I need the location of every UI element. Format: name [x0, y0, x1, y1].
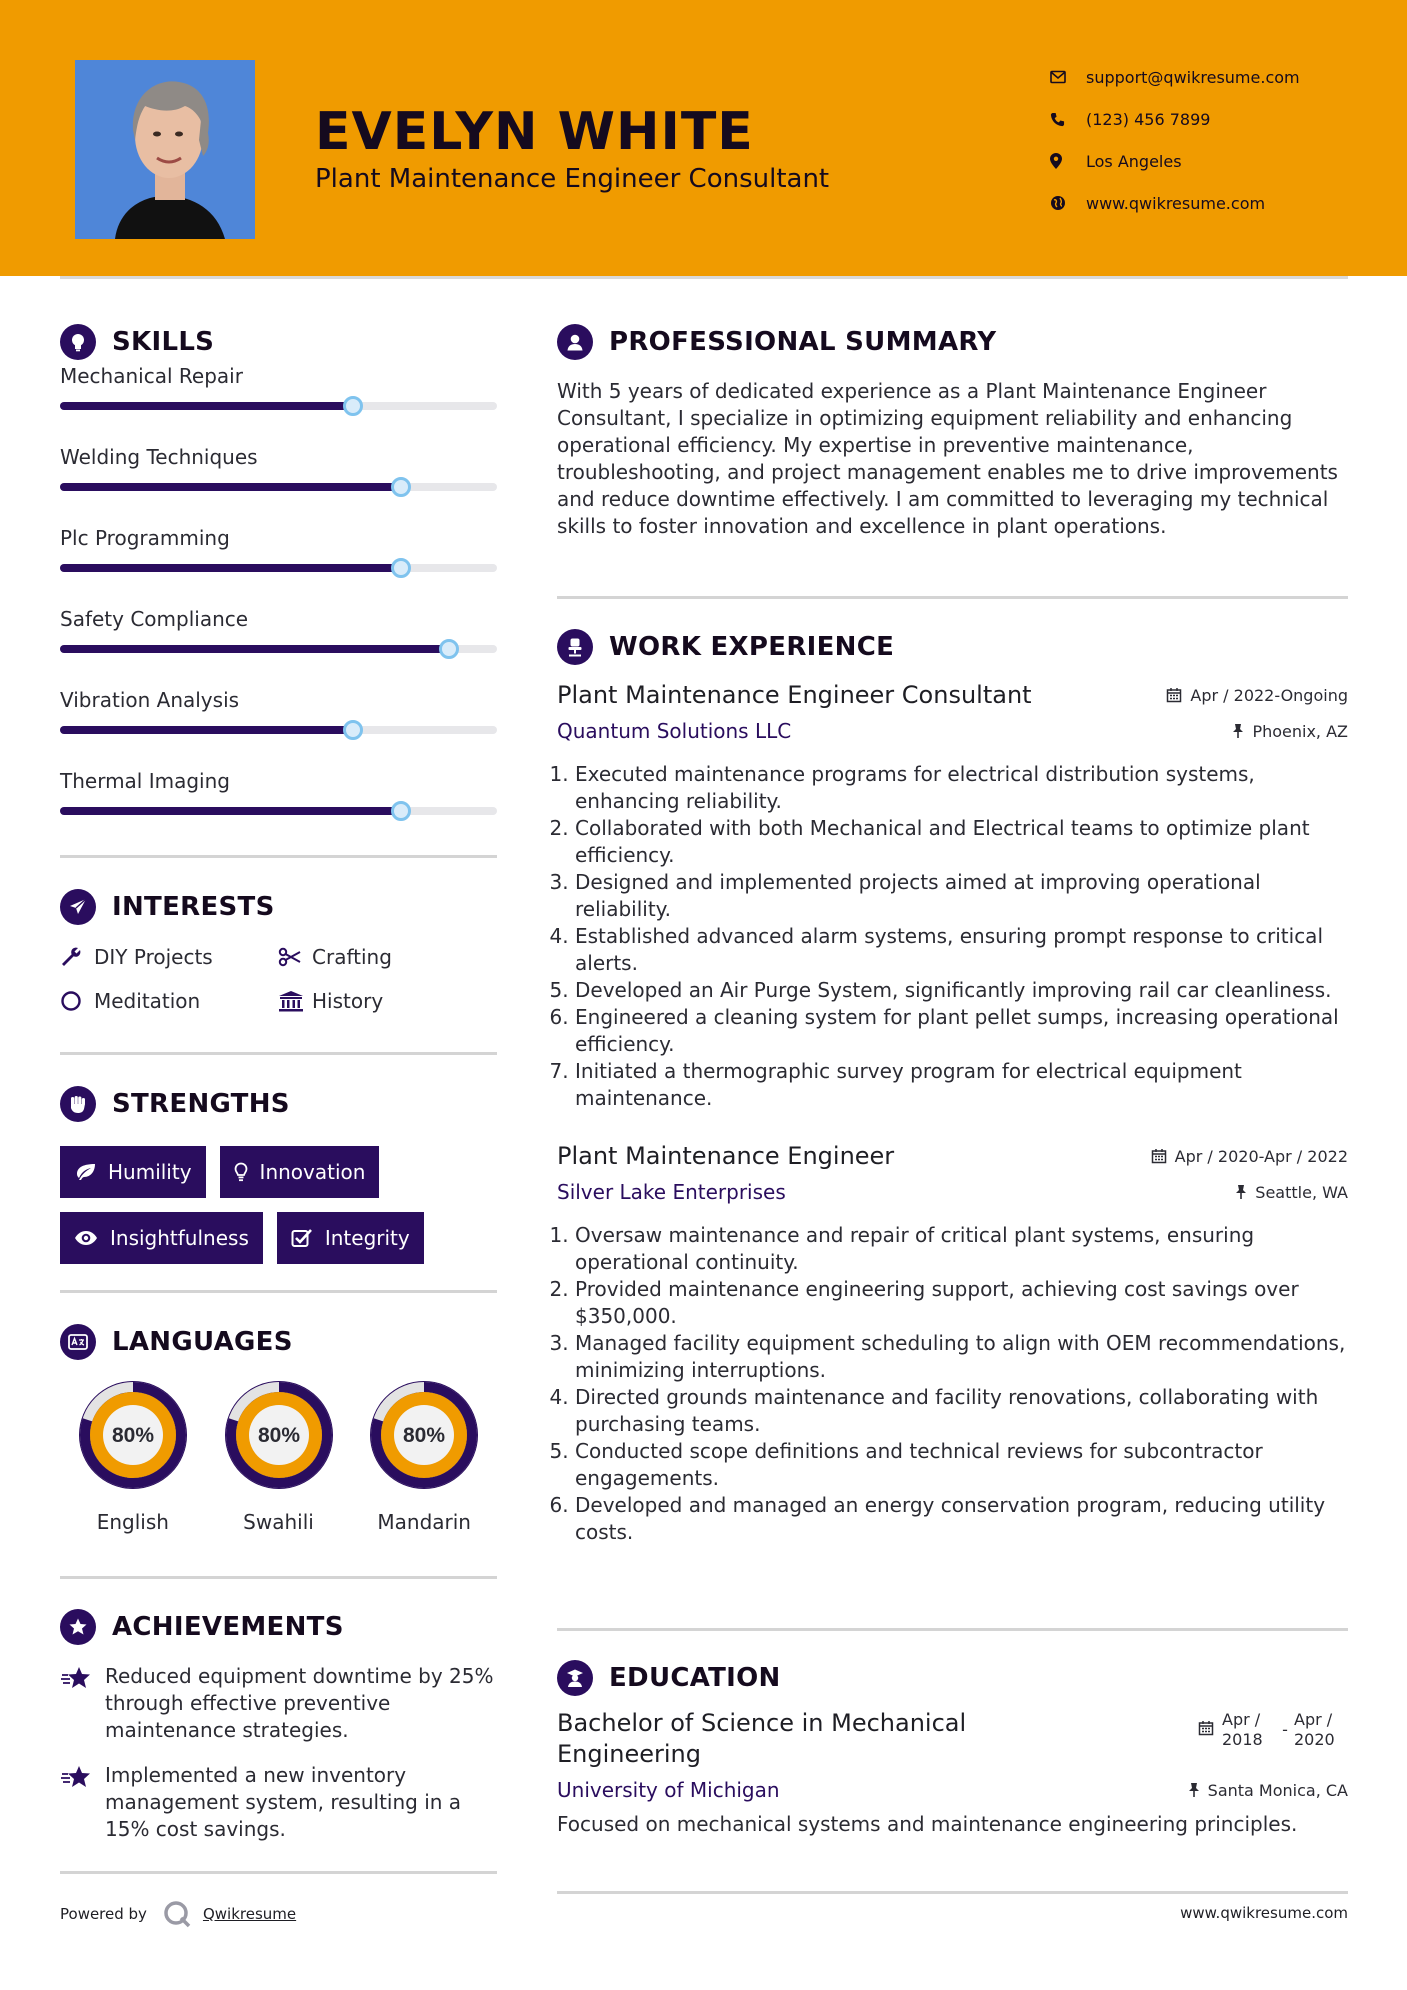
education-location-text: Santa Monica, CA — [1207, 1780, 1348, 1800]
languages-section — [60, 1324, 497, 1534]
languages-heading — [60, 1324, 497, 1360]
strengths-heading — [60, 1086, 497, 1122]
globe-icon — [1050, 195, 1086, 211]
skill-bar-handle — [343, 396, 363, 416]
languages-list — [60, 1374, 497, 1534]
languages-heading-text: LANGUAGES — [112, 1327, 293, 1357]
duty-item: 3. Designed and implemented projects aimed at improving operational reliability. — [575, 869, 1348, 923]
duty-item: 1. Executed maintenance programs for electrical distribution systems, enhancing reliability. — [575, 761, 1348, 815]
contact-phone[interactable] — [1050, 98, 1300, 140]
language-ring — [363, 1374, 485, 1496]
experience-section — [557, 629, 1348, 1546]
job-dates-text: Apr / 2022-Ongoing — [1190, 685, 1348, 705]
interests-heading-text: INTERESTS — [112, 892, 275, 922]
eye-icon — [74, 1230, 98, 1246]
skills-heading-text: SKILLS — [112, 327, 215, 357]
profile-photo — [75, 60, 255, 239]
strength-badge — [277, 1212, 424, 1264]
skill-bar-fill — [60, 564, 401, 572]
job-entry — [557, 681, 1348, 1112]
pushpin-icon — [1232, 723, 1244, 739]
skill-bar-handle — [343, 720, 363, 740]
powered-by — [60, 1900, 296, 1928]
language-name: English — [96, 1510, 169, 1534]
language-percent: 80% — [111, 1424, 154, 1447]
candidate-name: EVELYN WHITE — [315, 102, 754, 162]
skill-bar-track — [60, 807, 497, 815]
skill-name: Safety Compliance — [60, 607, 249, 631]
skill-bar-track — [60, 402, 497, 410]
skill-bar-handle — [391, 558, 411, 578]
education-heading — [557, 1660, 1348, 1696]
company-name: Quantum Solutions LLC — [557, 719, 792, 743]
lightbulb-icon — [60, 324, 96, 360]
footer-website-link[interactable]: www.qwikresume.com — [1180, 1904, 1348, 1922]
language-percent: 80% — [403, 1424, 446, 1447]
star-badge-icon — [60, 1609, 96, 1645]
language-ring — [72, 1374, 194, 1496]
skill-bar-fill — [60, 402, 353, 410]
summary-heading — [557, 324, 1348, 360]
section-divider — [60, 855, 497, 858]
job-title: Plant Maintenance Engineer Consultant — [557, 681, 1032, 709]
duty-item: 1. Oversaw maintenance and repair of critical plant systems, ensuring operational continuity. — [575, 1222, 1348, 1276]
skill-item — [60, 445, 497, 491]
language-percent: 80% — [257, 1424, 300, 1447]
duty-item: 2. Collaborated with both Mechanical and Electrical teams to optimize plant efficiency. — [575, 815, 1348, 869]
calendar-icon — [1166, 687, 1182, 703]
duty-item: 3. Managed facility equipment scheduling to align with OEM recommendations, minimizing interruptions. — [575, 1330, 1348, 1384]
language-item — [351, 1374, 497, 1534]
summary-heading-text: PROFESSIONAL SUMMARY — [609, 327, 997, 357]
skill-bar-fill — [60, 807, 401, 815]
duty-item: 4. Directed grounds maintenance and facility renovations, collaborating with purchasing teams. — [575, 1384, 1348, 1438]
mail-icon — [1050, 70, 1086, 84]
interest-label: History — [312, 989, 384, 1013]
interest-item — [60, 945, 278, 969]
contact-location — [1050, 140, 1300, 182]
skill-bar-track — [60, 645, 497, 653]
skill-item — [60, 364, 497, 410]
interest-label: Meditation — [94, 989, 201, 1013]
achievements-heading-text: ACHIEVEMENTS — [112, 1612, 344, 1642]
section-divider — [60, 1576, 497, 1579]
language-item — [206, 1374, 352, 1534]
skill-bar-handle — [391, 801, 411, 821]
language-name: Mandarin — [377, 1510, 471, 1534]
scissors-icon — [278, 947, 312, 967]
star-icon — [60, 1762, 105, 1843]
language-name: Swahili — [243, 1510, 314, 1534]
skill-name: Thermal Imaging — [60, 769, 230, 793]
job-location — [1232, 722, 1348, 741]
contact-list — [1050, 56, 1300, 224]
education-section — [557, 1660, 1348, 1836]
skill-bar-track — [60, 564, 497, 572]
language-ring — [218, 1374, 340, 1496]
summary-text: With 5 years of dedicated experience as a Plant Maintenance Engineer Consultant, I specialize in optimizing equipment reliability and enhancing operational efficiency. My expertise in preventive maintenance, troubleshooting, and project management enables me to drive improvements and reduce downtime effectively. I am committed to leveraging my technical skills to foster innovation and excellence in plant operations. — [557, 379, 1338, 538]
education-heading-text: EDUCATION — [609, 1663, 781, 1693]
education-start: Apr / 2018 — [1222, 1710, 1263, 1749]
calendar-icon — [1151, 1148, 1167, 1164]
duty-item: 6. Engineered a cleaning system for plant pellet sumps, increasing operational efficiency. — [575, 1004, 1348, 1058]
school-name: University of Michigan — [557, 1778, 780, 1802]
job-location-text: Seattle, WA — [1255, 1182, 1348, 1202]
calendar-icon — [1198, 1710, 1214, 1736]
check-square-icon — [291, 1228, 313, 1248]
section-divider — [60, 1290, 497, 1293]
contact-website[interactable] — [1050, 182, 1300, 224]
phone-icon — [1050, 112, 1086, 127]
education-date-separator: - — [1282, 1720, 1288, 1739]
interests-heading — [60, 889, 497, 925]
duty-item: 2. Provided maintenance engineering support, achieving cost savings over $350,000. — [575, 1276, 1348, 1330]
language-item — [60, 1374, 206, 1534]
contact-phone-text: (123) 456 7899 — [1086, 109, 1211, 129]
interest-item — [278, 989, 478, 1013]
candidate-title: Plant Maintenance Engineer Consultant — [315, 164, 830, 194]
job-duties — [557, 1222, 1348, 1546]
skill-name: Welding Techniques — [60, 445, 258, 469]
office-chair-icon — [557, 629, 593, 665]
interest-label: Crafting — [312, 945, 392, 969]
section-divider — [557, 1628, 1348, 1631]
degree-title: Bachelor of Science in Mechanical Engineering — [557, 1709, 967, 1768]
contact-website-text: www.qwikresume.com — [1086, 193, 1266, 213]
pushpin-icon — [1188, 1782, 1200, 1798]
powered-by-label: Powered by — [60, 1905, 147, 1923]
contact-email-text: support@qwikresume.com — [1086, 67, 1300, 87]
job-duties — [557, 761, 1348, 1112]
lightbulb-icon — [234, 1162, 248, 1182]
skill-item — [60, 607, 497, 653]
experience-heading-text: WORK EXPERIENCE — [609, 632, 895, 662]
museum-icon — [278, 990, 312, 1012]
skills-list — [60, 364, 497, 815]
strengths-section — [60, 1086, 497, 1264]
duty-item: 6. Developed and managed an energy conservation program, reducing utility costs. — [575, 1492, 1348, 1546]
job-dates-text: Apr / 2020-Apr / 2022 — [1174, 1146, 1348, 1166]
experience-heading — [557, 629, 1348, 665]
section-divider — [557, 1891, 1348, 1894]
strengths-list — [60, 1146, 480, 1264]
skills-heading — [60, 324, 497, 360]
user-icon — [557, 324, 593, 360]
interest-label: DIY Projects — [94, 945, 213, 969]
qwikresume-link[interactable]: Qwikresume — [202, 1905, 297, 1923]
contact-location-text: Los Angeles — [1086, 151, 1182, 171]
skill-item — [60, 526, 497, 572]
interests-section — [60, 889, 497, 1013]
strength-badge — [60, 1212, 263, 1264]
achievements-heading — [60, 1609, 497, 1645]
circle-icon — [60, 990, 94, 1012]
leaf-icon — [74, 1163, 96, 1181]
job-dates — [1151, 1147, 1348, 1166]
section-divider — [557, 596, 1348, 599]
graduate-icon — [557, 1660, 593, 1696]
job-dates — [1166, 686, 1348, 705]
skill-bar-fill — [60, 726, 353, 734]
strength-badge — [60, 1146, 206, 1198]
skill-bar-handle — [439, 639, 459, 659]
education-dates — [1148, 1708, 1348, 1750]
job-location — [1235, 1183, 1348, 1202]
wrench-icon — [60, 946, 94, 968]
paper-plane-icon — [60, 889, 96, 925]
section-divider — [60, 1871, 497, 1874]
skill-name: Plc Programming — [60, 526, 230, 550]
duty-item: 4. Established advanced alarm systems, ensuring prompt response to critical alerts. — [575, 923, 1348, 977]
job-location-text: Phoenix, AZ — [1252, 721, 1348, 741]
skill-bar-track — [60, 483, 497, 491]
map-pin-icon — [1050, 153, 1086, 169]
skill-bar-handle — [391, 477, 411, 497]
strength-label: Insightfulness — [110, 1226, 249, 1250]
achievement-text: Reduced equipment downtime by 25% through effective preventive maintenance strategies. — [105, 1664, 494, 1742]
interest-item — [278, 945, 478, 969]
strength-label: Humility — [108, 1160, 192, 1184]
section-divider — [60, 1052, 497, 1055]
achievement-item — [60, 1663, 497, 1744]
achievement-text: Implemented a new inventory management system, resulting in a 15% cost savings. — [105, 1763, 462, 1841]
skill-bar-fill — [60, 645, 449, 653]
strengths-heading-text: STRENGTHS — [112, 1089, 290, 1119]
strength-label: Integrity — [324, 1226, 410, 1250]
language-icon — [60, 1324, 96, 1360]
skill-item — [60, 688, 497, 734]
duty-item: 5. Conducted scope definitions and technical reviews for subcontractor engagements. — [575, 1438, 1348, 1492]
skill-bar-fill — [60, 483, 401, 491]
strength-label: Innovation — [259, 1160, 366, 1184]
skills-section — [60, 324, 497, 850]
skill-bar-track — [60, 726, 497, 734]
contact-email[interactable] — [1050, 56, 1300, 98]
education-end: Apr / 2020 — [1294, 1710, 1335, 1749]
duty-item: 5. Developed an Air Purge System, significantly improving rail car cleanliness. — [575, 977, 1348, 1004]
pushpin-icon — [1235, 1184, 1247, 1200]
company-name: Silver Lake Enterprises — [557, 1180, 786, 1204]
interests-list — [60, 945, 497, 1013]
fist-icon — [60, 1086, 96, 1122]
star-icon — [60, 1663, 105, 1744]
skill-item — [60, 769, 497, 815]
achievements-section — [60, 1609, 497, 1843]
duty-item: 7. Initiated a thermographic survey program for electrical equipment maintenance. — [575, 1058, 1348, 1112]
job-entry — [557, 1142, 1348, 1546]
achievement-item — [60, 1762, 497, 1843]
summary-section — [557, 324, 1348, 540]
job-title: Plant Maintenance Engineer — [557, 1142, 895, 1170]
header-divider — [60, 276, 1348, 279]
skill-name: Mechanical Repair — [60, 364, 243, 388]
education-location — [1188, 1781, 1348, 1800]
strength-badge — [220, 1146, 380, 1198]
skill-name: Vibration Analysis — [60, 688, 240, 712]
education-description: Focused on mechanical systems and maintenance engineering principles. — [557, 1812, 1298, 1836]
resume-header — [0, 0, 1407, 276]
interest-item — [60, 989, 278, 1013]
qwikresume-logo-icon — [163, 1900, 193, 1928]
